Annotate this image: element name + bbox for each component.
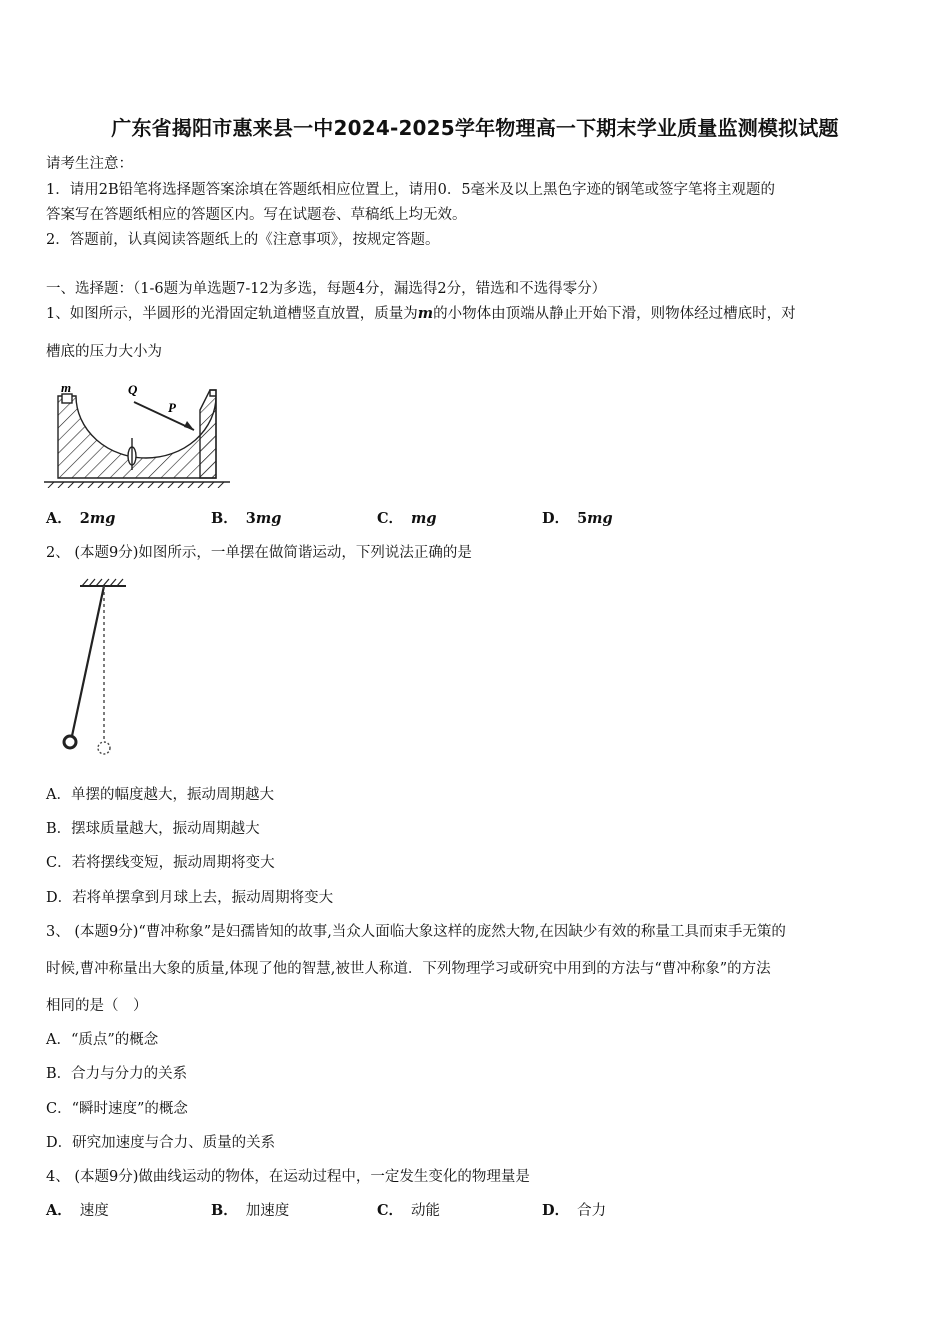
q4-option-a-letter: A． [46, 1202, 72, 1219]
q2-pendulum-figure [58, 576, 138, 762]
q1-track-figure [44, 378, 234, 490]
notice-item-2: 2．答题前，认真阅读答题纸上的《注意事项》，按规定答题。 [46, 232, 440, 248]
small-block [62, 394, 72, 403]
pendulum-bob-equilibrium [98, 742, 110, 754]
q1-option-b-unit: mg [255, 510, 282, 527]
q1-option-d-num: 5 [577, 510, 588, 527]
q1-option-c[interactable] [377, 507, 437, 528]
q1-option-b-num: 3 [245, 510, 256, 527]
page-title: 广东省揭阳市惠来县一中2024-2025学年物理高一下期末学业质量监测模拟试题 [111, 116, 839, 140]
notice-item-1-line-1: 1．请用2B铅笔将选择题答案涂填在答题纸相应位置上，请用0．5毫米及以上黑色字迹的钢笔或签字笔将主观题的 [46, 182, 776, 198]
q1-stem-line-1 [46, 302, 796, 323]
q2-option-a[interactable]: A．单摆的幅度越大，振动周期越大 [46, 787, 274, 803]
q1-stem-line-2: 槽底的压力大小为 [46, 344, 162, 360]
track-right-wall [200, 390, 216, 478]
q1-stem-suffix: 的小物体由顶端从静止开始下滑，则物体经过槽底时，对 [433, 306, 796, 322]
q4-option-b[interactable] [211, 1199, 289, 1220]
q3-stem-line-2: 时候,曹冲称量出大象的质量,体现了他的智慧,被世人称道．下列物理学习或研究中用到的方法与“曹冲称象”的方法 [46, 961, 771, 977]
q2-option-c[interactable]: C．若将摆线变短，振动周期将变大 [46, 855, 275, 871]
label-P: P [168, 400, 176, 415]
pendulum-string [72, 586, 104, 736]
q4-option-c-letter: C． [377, 1202, 404, 1219]
q1-option-b[interactable] [211, 507, 281, 528]
section-heading: 一、选择题：（1-6题为单选题7-12为多选，每题4分，漏选得2分，错选和不选得零分） [46, 281, 607, 297]
q1-option-a-letter: A． [46, 510, 72, 527]
q4-option-b-letter: B． [211, 1202, 238, 1219]
q4-option-b-text: 加速度 [245, 1203, 290, 1219]
q4-option-c[interactable] [377, 1199, 440, 1220]
notice-item-1-line-2: 答案写在答题纸相应的答题区内。写在试题卷、草稿纸上均无效。 [46, 207, 467, 223]
q1-option-d[interactable] [542, 507, 613, 528]
q3-option-b[interactable]: B．合力与分力的关系 [46, 1066, 188, 1082]
q1-stem-prefix: 1、如图所示，半圆形的光滑固定轨道槽竖直放置，质量为 [46, 306, 418, 322]
q1-option-b-letter: B． [211, 510, 238, 527]
q4-option-c-text: 动能 [411, 1203, 441, 1219]
q1-option-d-unit: mg [587, 510, 613, 527]
label-m: m [60, 380, 72, 395]
q1-option-d-letter: D． [542, 510, 570, 527]
q2-option-b[interactable]: B．摆球质量越大，振动周期越大 [46, 821, 260, 837]
q1-option-c-unit: mg [411, 510, 437, 527]
q3-option-c[interactable]: C．“瞬时速度”的概念 [46, 1101, 188, 1117]
q4-option-d-letter: D． [542, 1202, 570, 1219]
notice-heading: 请考生注意： [46, 156, 133, 172]
pendulum-bob [64, 736, 76, 748]
q4-option-a[interactable] [46, 1199, 109, 1220]
q4-option-d-text: 合力 [577, 1203, 607, 1219]
q1-option-a-num: 2 [79, 510, 90, 527]
q4-stem: 4、 (本题9分)做曲线运动的物体，在运动过程中，一定发生变化的物理量是 [46, 1169, 530, 1185]
q2-option-d[interactable]: D．若将单摆拿到月球上去，振动周期将变大 [46, 890, 334, 906]
q3-stem-line-1: 3、 (本题9分)“曹冲称象”是妇孺皆知的故事,当众人面临大象这样的庞然大物,在因缺少有效的称量工具而束手无策的 [46, 924, 786, 940]
q1-option-c-letter: C． [377, 510, 404, 527]
q3-stem-line-3: 相同的是（ ） [46, 998, 148, 1014]
q1-option-a[interactable] [46, 507, 115, 528]
q2-stem: 2、 (本题9分)如图所示，一单摆在做简谐运动，下列说法正确的是 [46, 545, 472, 561]
q4-option-a-text: 速度 [79, 1203, 109, 1219]
q1-option-a-unit: mg [89, 510, 116, 527]
q3-option-a[interactable]: A．“质点”的概念 [46, 1032, 159, 1048]
q3-option-d[interactable]: D．研究加速度与合力、质量的关系 [46, 1135, 276, 1151]
q1-stem-var-m: m [417, 305, 434, 322]
label-Q: Q [128, 382, 138, 397]
q4-option-d[interactable] [542, 1199, 606, 1220]
